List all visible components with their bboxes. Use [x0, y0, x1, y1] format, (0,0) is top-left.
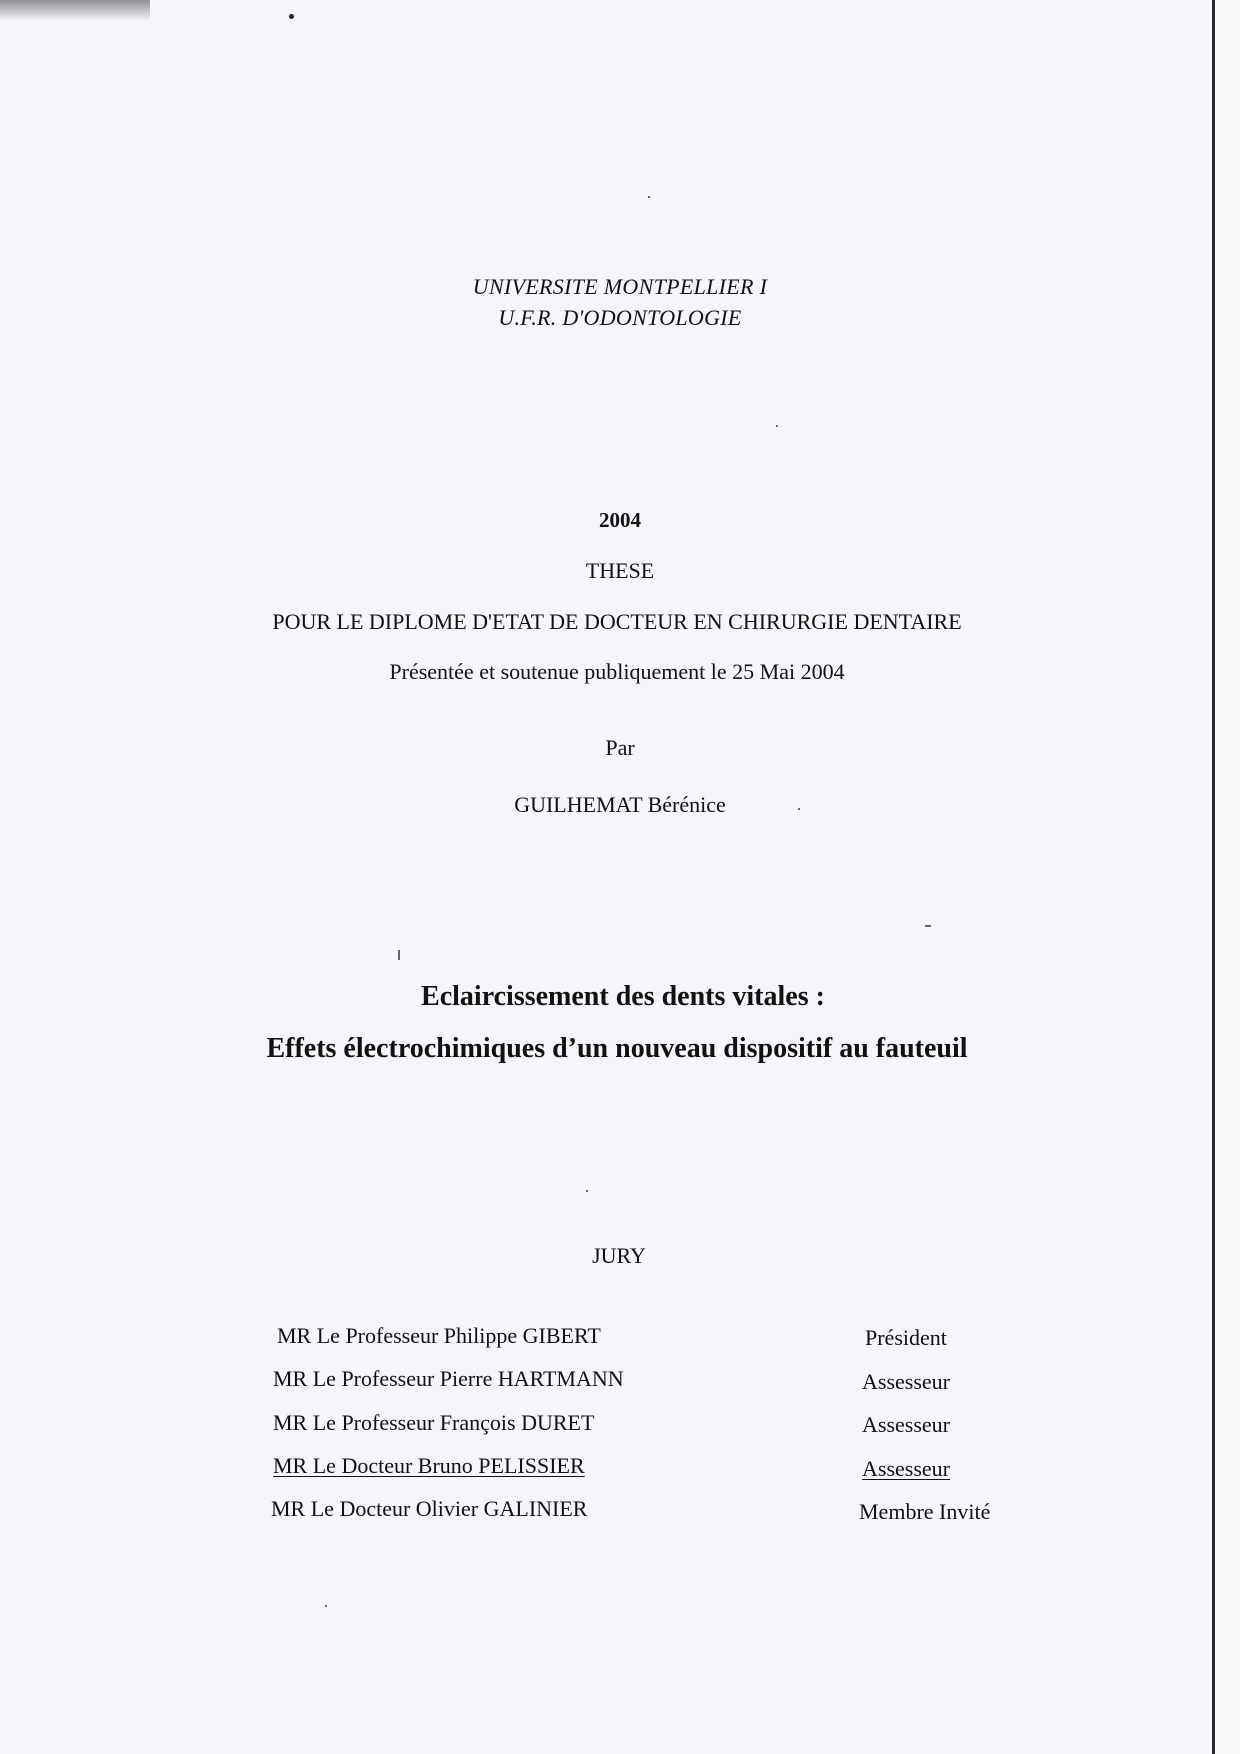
- jury-member-role: Membre Invité: [859, 1499, 991, 1524]
- scan-speck: [648, 196, 650, 198]
- presentation-date: Présentée et soutenue publiquement le 25 Mai 2004: [389, 659, 845, 684]
- thesis-title-line-2: Effets électrochimiques d’un nouveau dispositif au fauteuil: [266, 1033, 968, 1064]
- scan-speck: [398, 950, 400, 960]
- thesis-title-line-1: Eclaircissement des dents vitales :: [421, 981, 825, 1012]
- scan-speck: [586, 1190, 588, 1192]
- faculty-name: U.F.R. D'ODONTOLOGIE: [498, 305, 742, 330]
- scan-speck: [925, 925, 931, 927]
- jury-heading: JURY: [592, 1243, 646, 1268]
- jury-member-role: Assesseur: [862, 1412, 950, 1437]
- jury-member-name: MR Le Professeur François DURET: [273, 1410, 595, 1435]
- jury-member-role: Président: [865, 1325, 947, 1350]
- thesis-type: THESE: [585, 558, 655, 583]
- jury-member-name: MR Le Docteur Bruno PELISSIER: [273, 1453, 585, 1478]
- university-name: UNIVERSITE MONTPELLIER I: [472, 274, 768, 299]
- scan-smudge: [0, 0, 150, 20]
- by-label: Par: [605, 735, 635, 760]
- jury-member-name: MR Le Professeur Pierre HARTMANN: [273, 1366, 624, 1391]
- author-name: GUILHEMAT Bérénice: [514, 792, 726, 817]
- jury-member-role: Assesseur: [862, 1369, 950, 1394]
- thesis-year: 2004: [599, 508, 641, 532]
- page-edge-margin: [1215, 0, 1240, 1754]
- jury-member-name: MR Le Professeur Philippe GIBERT: [277, 1323, 601, 1348]
- jury-member-name: MR Le Docteur Olivier GALINIER: [271, 1496, 588, 1521]
- scan-speck: [776, 425, 778, 427]
- jury-member-role: Assesseur: [862, 1456, 950, 1481]
- scan-speck: [289, 14, 294, 19]
- scan-speck: [325, 1605, 327, 1607]
- diploma-line: POUR LE DIPLOME D'ETAT DE DOCTEUR EN CHIRURGIE DENTAIRE: [272, 609, 962, 634]
